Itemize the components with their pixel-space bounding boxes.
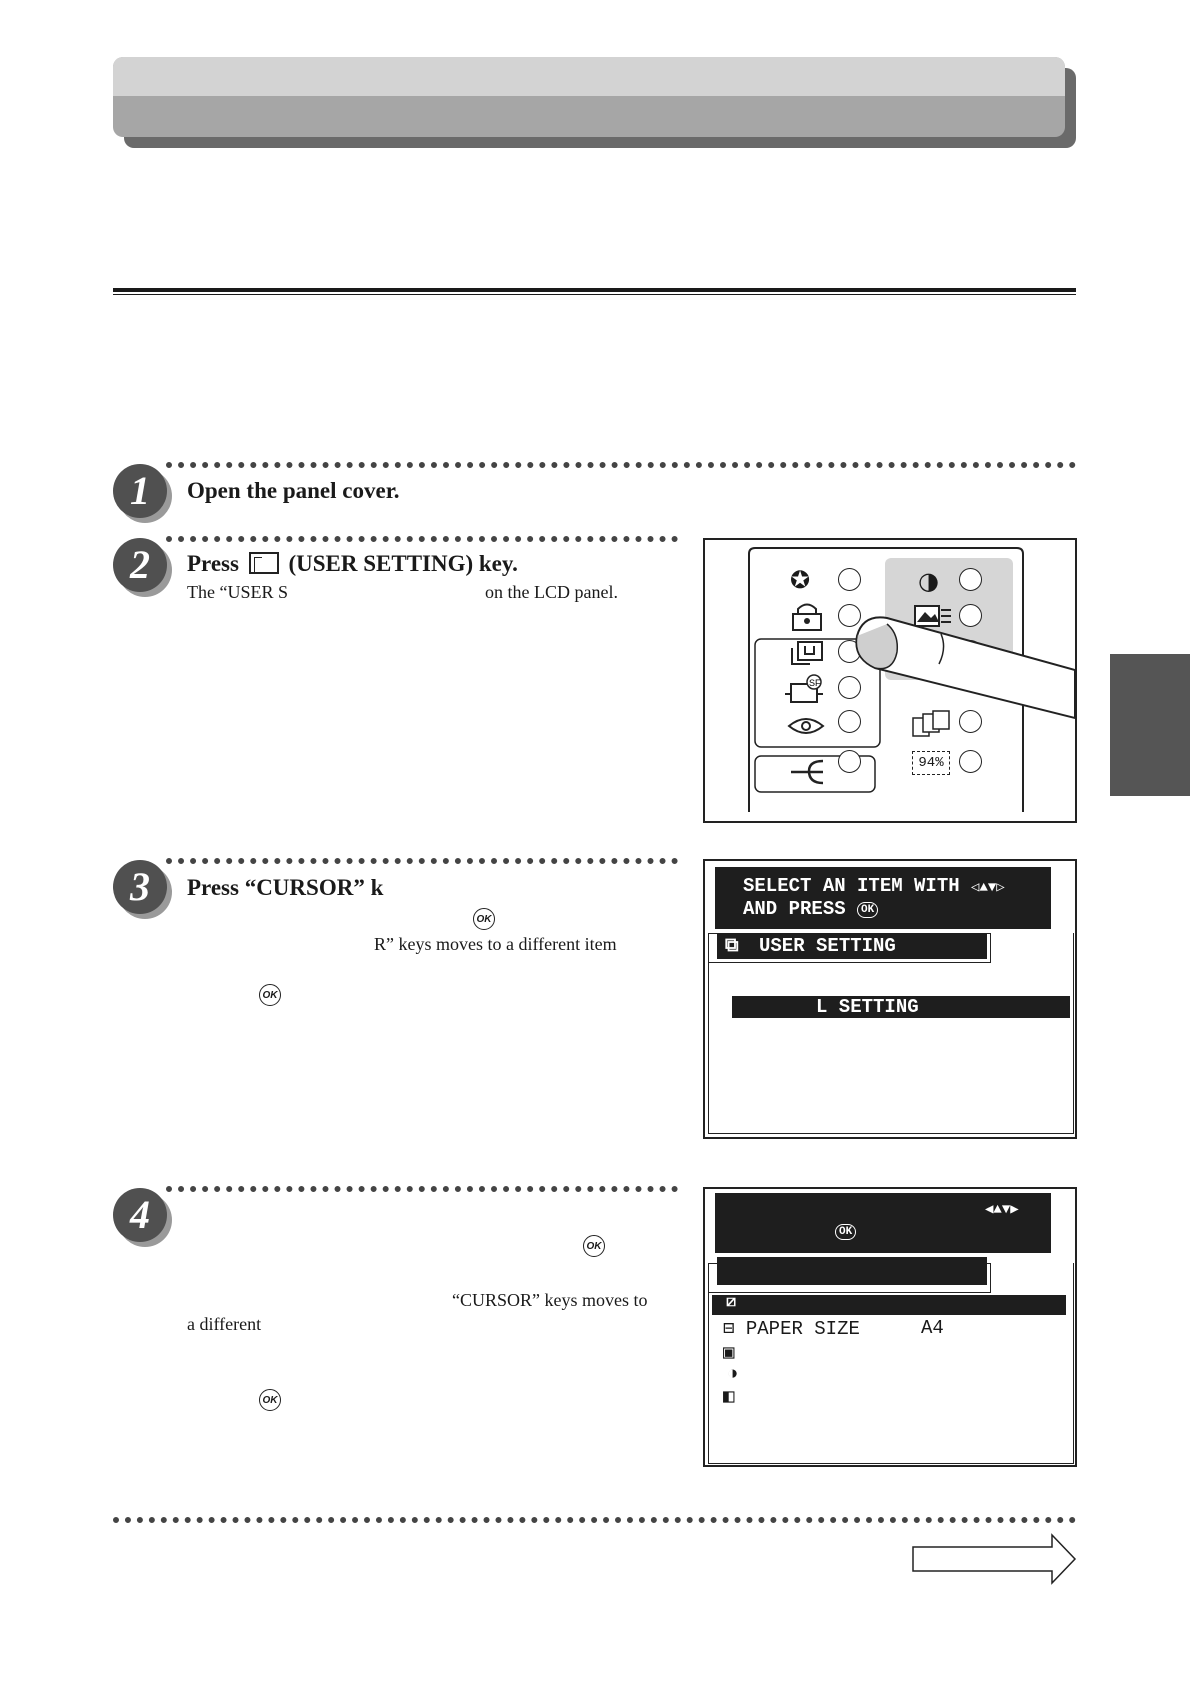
contrast-icon: ◑ xyxy=(918,567,939,595)
svg-text:SF: SF xyxy=(809,678,821,688)
lcd-highlight-row xyxy=(712,1295,1066,1315)
density-icon: ◧ xyxy=(723,1386,735,1408)
step-number-badge: 4 xyxy=(113,1188,167,1242)
paper-size-value: A4 xyxy=(921,1317,944,1339)
lcd-header xyxy=(715,867,1051,929)
double-sheet-icon: ⧄ xyxy=(726,1293,737,1311)
header-banner xyxy=(113,57,1065,137)
ok-key-icon: OK xyxy=(583,1235,605,1257)
step-divider xyxy=(166,462,1076,468)
photo-mode-icon: ▣ xyxy=(723,1342,735,1364)
step-number-badge: 2 xyxy=(113,538,167,592)
step-title-suffix: (USER SETTING) key. xyxy=(288,551,518,576)
step-title: Press “CURSOR” k xyxy=(187,875,384,900)
section-rule xyxy=(113,288,1076,292)
step-number-badge: 3 xyxy=(113,860,167,914)
cursor-arrows-icon: ◁▲▼▷ xyxy=(971,880,1005,896)
control-panel-figure xyxy=(703,538,1077,823)
step-text: “CURSOR” keys moves to xyxy=(452,1290,648,1310)
step-text: a different xyxy=(187,1314,262,1334)
step-text: The “USER S xyxy=(187,582,288,602)
lcd-tab-user-setting xyxy=(717,933,987,959)
continue-arrow-icon xyxy=(910,1532,1080,1586)
finger-illustration xyxy=(705,540,1075,821)
ok-key-icon: OK xyxy=(259,1389,281,1411)
step-title xyxy=(187,551,518,577)
step-divider xyxy=(166,858,678,864)
user-setting-icon: ⧉ xyxy=(725,935,739,957)
cursor-arrows-icon: ◀▲▼▶ xyxy=(985,1202,1019,1218)
step-title-prefix: Press xyxy=(187,551,239,576)
lcd-row-paper-size: ⊟ PAPER SIZE xyxy=(723,1318,860,1340)
lcd-tab-label: USER SETTING xyxy=(759,935,896,957)
step-text: on the LCD panel. xyxy=(485,582,618,602)
lcd-screen-user-setting xyxy=(703,859,1077,1139)
step-divider xyxy=(166,1186,678,1192)
section-rule-thin xyxy=(113,294,1076,295)
ok-lcd-icon: OK xyxy=(835,1224,856,1240)
lcd-header-line2: AND PRESS xyxy=(743,898,846,920)
lcd-tab xyxy=(717,1257,987,1285)
lcd-header xyxy=(715,1193,1051,1253)
paper-size-icon: ⊟ xyxy=(723,1318,735,1340)
page-divider xyxy=(113,1517,1076,1523)
user-setting-key-icon xyxy=(249,552,279,574)
lcd-screen-paper-size xyxy=(703,1187,1077,1467)
step-title: Open the panel cover. xyxy=(187,478,400,503)
step-text: R” keys moves to a different item xyxy=(374,934,617,954)
step-divider xyxy=(166,536,678,542)
chapter-side-tab xyxy=(1110,654,1190,796)
lcd-highlight-row: L SETTING xyxy=(732,996,1070,1018)
zoom-icon: 94% xyxy=(912,751,950,775)
step-number-badge: 1 xyxy=(113,464,167,518)
contrast-icon: ◑ xyxy=(727,1363,739,1385)
ok-lcd-icon: OK xyxy=(857,902,878,918)
ok-key-icon: OK xyxy=(259,984,281,1006)
lcd-header-line1: SELECT AN ITEM WITH xyxy=(743,875,960,897)
ok-key-icon: OK xyxy=(473,908,495,930)
reset-icon: ✪ xyxy=(790,566,811,594)
